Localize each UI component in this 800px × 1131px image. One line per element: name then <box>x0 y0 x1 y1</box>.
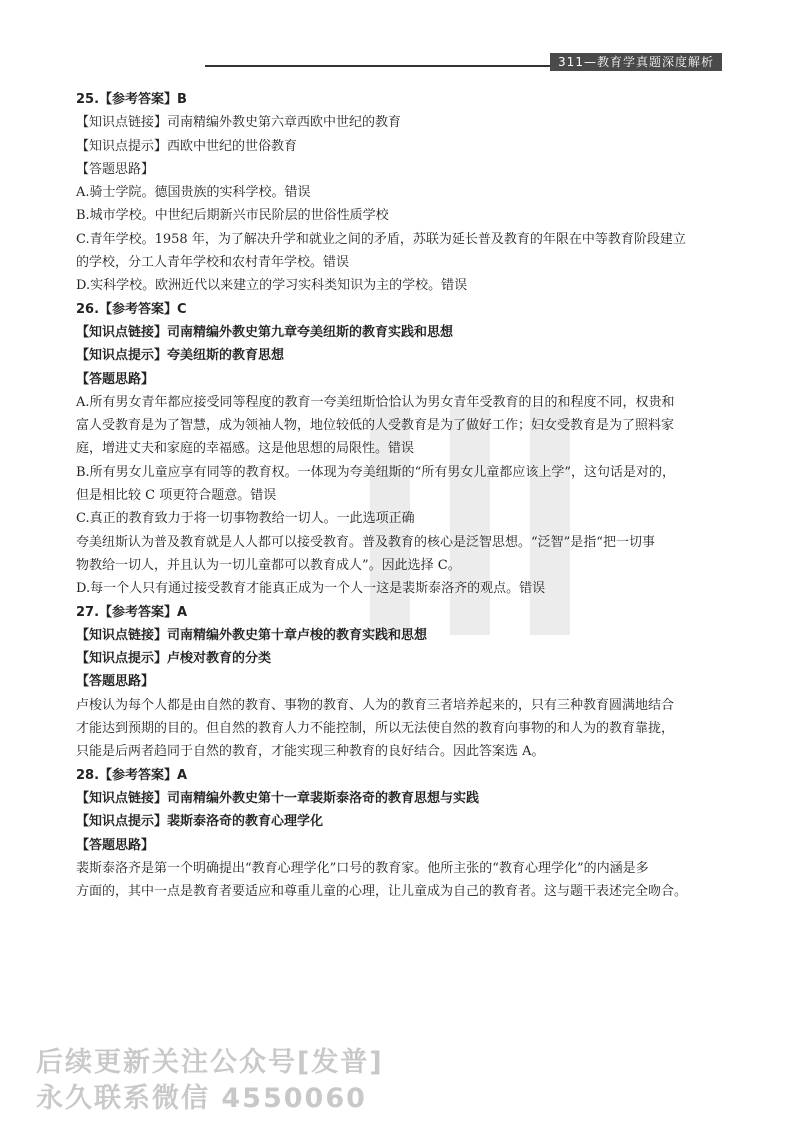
q27-explain-line3: 只能是后两者趋同于自然的教育，才能实现三种教育的良好结合。因此答案选 A。 <box>76 744 545 760</box>
q28-hint: 【知识点提示】裴斯泰洛奇的教育心理学化 <box>76 814 324 830</box>
q26-option-c-explain-line1: 夸美纽斯认为普及教育就是人人都可以接受教育。普及教育的核心是泛智思想。“泛智”是指“把一切事 <box>76 534 655 550</box>
q26-idea: 【答题思路】 <box>76 371 155 387</box>
header-rule <box>205 65 550 67</box>
q28-explain-line2: 方面的，其中一点是教育者要适应和尊重儿童的心理，让儿童成为自己的教育者。这与题干表述完全吻合。 <box>76 884 688 900</box>
q27-link: 【知识点链接】司南精编外教史第十章卢梭的教育实践和思想 <box>76 627 428 643</box>
q28-explain-line1: 裴斯泰洛齐是第一个明确提出“教育心理学化”口号的教育家。他所主张的“教育心理学化”的内涵是多 <box>76 860 649 876</box>
q26-option-c: C.真正的教育致力于将一切事物教给一切人。一此选项正确 <box>76 511 415 527</box>
footer-promo-line2: 永久联系微信 4550060 <box>36 1083 367 1114</box>
q27-idea: 【答题思路】 <box>76 674 155 690</box>
q26-option-c-explain-line2: 物教给一切人，并且认为一切儿童都可以教育成人”。因此选择 C。 <box>76 557 461 573</box>
q27-hint: 【知识点提示】卢梭对教育的分类 <box>76 651 272 667</box>
header-title-tab: 311—教育学真题深度解析 <box>550 53 722 71</box>
q25-option-c-line2: 的学校，分工人青年学校和农村青年学校。错误 <box>76 255 350 271</box>
q28-idea: 【答题思路】 <box>76 837 155 853</box>
q25-option-a: A.骑士学院。德国贵族的实科学校。错误 <box>76 185 311 201</box>
q25-link: 【知识点链接】司南精编外教史第六章西欧中世纪的教育 <box>76 115 402 131</box>
q25-idea: 【答题思路】 <box>76 161 155 177</box>
q26-answer: 26.【参考答案】C <box>76 301 187 317</box>
q26-option-b-line2: 但是相比较 C 项更符合题意。错误 <box>76 488 277 504</box>
q25-answer: 25.【参考答案】B <box>76 92 187 107</box>
q28-link: 【知识点链接】司南精编外教史第十一章裴斯泰洛奇的教育思想与实践 <box>76 790 480 806</box>
q28-answer: 28.【参考答案】A <box>76 767 188 783</box>
q25-option-d: D.实科学校。欧洲近代以来建立的学习实科类知识为主的学校。错误 <box>76 278 468 294</box>
q25-hint: 【知识点提示】西欧中世纪的世俗教育 <box>76 138 298 154</box>
q26-option-a-line1: A.所有男女青年都应接受同等程度的教育一夸美纽斯恰恰认为男女青年受教育的目的和程度不同，权贵和 <box>76 394 675 410</box>
q26-option-d: D.每一个人只有通过接受教育才能真正成为一个人一这是裴斯泰洛齐的观点。错误 <box>76 581 546 597</box>
q26-option-a-line2: 富人受教育是为了智慧，成为领袖人物，地位较低的人受教育是为了做好工作；妇女受教育是为了照料家 <box>76 418 675 434</box>
q27-answer: 27.【参考答案】A <box>76 604 188 620</box>
q27-explain-line2: 才能达到预期的目的。但自然的教育人力不能控制，所以无法使自然的教育向事物的和人为的教育靠拢， <box>76 721 675 737</box>
q25-option-b: B.城市学校。中世纪后期新兴市民阶层的世俗性质学校 <box>76 208 389 224</box>
q27-explain-line1: 卢梭认为每个人都是由自然的教育、事物的教育、人为的教育三者培养起来的，只有三种教育圆满地结合 <box>76 697 675 713</box>
q25-option-c-line1: C.青年学校。1958 年，为了解决升学和就业之间的矛盾，苏联为延长普及教育的年限在中等教育阶段建立 <box>76 231 686 247</box>
q26-option-a-line3: 庭，增进丈夫和家庭的幸福感。这是他思想的局限性。错误 <box>76 441 415 457</box>
q26-hint: 【知识点提示】夸美纽斯的教育思想 <box>76 348 285 364</box>
footer-promo-line1: 后续更新关注公众号[发普] <box>36 1047 384 1078</box>
q26-link: 【知识点链接】司南精编外教史第九章夸美纽斯的教育实践和思想 <box>76 324 454 340</box>
q26-option-b-line1: B.所有男女儿童应享有同等的教育权。一体现为夸美纽斯的“所有男女儿童都应该上学”，这句话是对的， <box>76 464 675 480</box>
answer-content <box>76 88 724 903</box>
